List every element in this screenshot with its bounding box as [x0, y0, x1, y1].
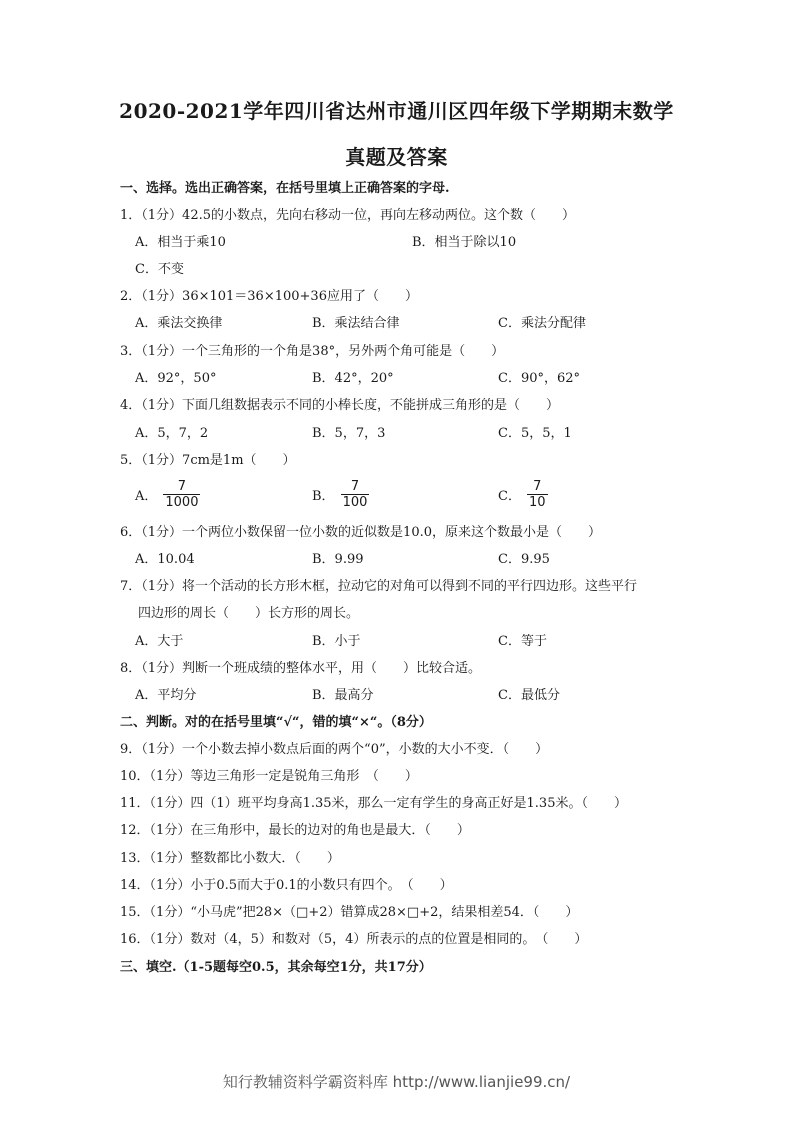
q5-option-a-label: A．: [135, 489, 158, 504]
section-heading-choice: 一、选择。选出正确答案，在括号里填上正确答案的字母.: [120, 181, 450, 196]
page-subtitle: 真题及答案: [345, 145, 448, 169]
q7-option-c: C．等于: [498, 634, 547, 649]
page-title: 2020-2021学年四川省达州市通川区四年级下学期期末数学: [119, 99, 674, 123]
q5-option-c-label: C．: [498, 489, 521, 504]
q5-option-a: [135, 479, 200, 510]
q1-option-a: A．相当于乘10: [135, 235, 226, 250]
q5-option-b-label: B．: [312, 489, 335, 504]
denominator: 1000: [165, 495, 199, 510]
question-13: 13．（1分）整数都比小数大．（ ）: [120, 851, 340, 866]
question-14: 14．（1分）小于0.5而大于0.1的小数只有四个。 （ ）: [120, 878, 453, 893]
question-4: 4．（1分）下面几组数据表示不同的小棒长度，不能拼成三角形的是（ ）: [120, 398, 560, 413]
question-16: 16．（1分）数对（4，5）和数对（5，4）所表示的点的位置是相同的。 （ ）: [120, 932, 588, 947]
question-3: 3．（1分）一个三角形的一个角是38°，另外两个角可能是（ ）: [120, 344, 505, 359]
question-12: 12．（1分）在三角形中，最长的边对的角也是最大．（ ）: [120, 823, 470, 838]
denominator: 10: [528, 495, 546, 510]
q2-option-b: B．乘法结合律: [312, 316, 400, 331]
question-11: 11．（1分）四（1）班平均身高1.35米，那么一定有学生的身高正好是1.35米。（ ）: [120, 796, 627, 811]
q2-option-c: C．乘法分配律: [498, 316, 586, 331]
numerator: 7: [350, 479, 360, 494]
fraction: [527, 479, 548, 510]
question-10: 10．（1分）等边三角形一定是锐角三角形 （ ）: [120, 769, 418, 784]
q7-option-b: B．小于: [312, 634, 361, 649]
q8-option-c: C．最低分: [498, 688, 560, 703]
question-15: 15．（1分）“小马虎”把28×（□+2）错算成28×□+2，结果相差54．（ ）: [120, 905, 579, 920]
question-1: 1．（1分）42.5的小数点，先向右移动一位，再向左移动两位。这个数（ ）: [120, 208, 575, 223]
q3-option-c: C．90°，62°: [498, 371, 581, 386]
q6-option-a: A．10.04: [135, 552, 195, 567]
q5-option-b: [312, 479, 369, 510]
q3-option-b: B．42°，20°: [312, 371, 394, 386]
q4-option-a: A．5，7，2: [135, 426, 209, 441]
q4-option-b: B．5，7，3: [312, 426, 386, 441]
question-6: 6．（1分）一个两位小数保留一位小数的近似数是10.0，原来这个数最小是（ ）: [120, 525, 601, 540]
q6-option-c: C．9.95: [498, 552, 550, 567]
question-8: 8．（1分）判断一个班成绩的整体水平，用（ ）比较合适。: [120, 661, 482, 676]
q2-option-a: A．乘法交换律: [135, 316, 223, 331]
section-heading-fill: 三、填空.（1-5题每空0.5，其余每空1分，共17分）: [120, 960, 432, 975]
q7-option-a: A．大于: [135, 634, 184, 649]
question-2: 2．（1分）36×101＝36×100+36应用了（ ）: [120, 289, 418, 304]
fraction: [341, 479, 370, 510]
q5-option-c: [498, 479, 548, 510]
q1-option-b: B．相当于除以10: [412, 235, 517, 250]
question-7-cont: 四边形的周长（ ）长方形的周长。: [138, 606, 360, 621]
numerator: 7: [177, 479, 187, 494]
fraction: [163, 479, 200, 510]
numerator: 7: [533, 479, 542, 494]
section-heading-judge: 二、判断。对的在括号里填“√“，错的填“×“。（8分）: [120, 715, 432, 730]
q3-option-a: A．92°，50°: [135, 371, 217, 386]
question-9: 9．（1分）一个小数去掉小数点后面的两个“0”，小数的大小不变．（ ）: [120, 742, 549, 757]
q6-option-b: B．9.99: [312, 552, 364, 567]
question-5: 5．（1分）7cm是1m（ ）: [120, 453, 296, 468]
denominator: 100: [342, 495, 368, 510]
q8-option-a: A．平均分: [135, 688, 197, 703]
q4-option-c: C．5，5，1: [498, 426, 572, 441]
q1-option-c: C．不变: [135, 262, 184, 277]
footer-watermark: 知行教辅资料学霸资料库 http://www.lianjie99.cn/: [222, 1073, 571, 1091]
question-7: 7．（1分）将一个活动的长方形木框，拉动它的对角可以得到不同的平行四边形。这些平行: [120, 579, 638, 594]
q8-option-b: B．最高分: [312, 688, 374, 703]
